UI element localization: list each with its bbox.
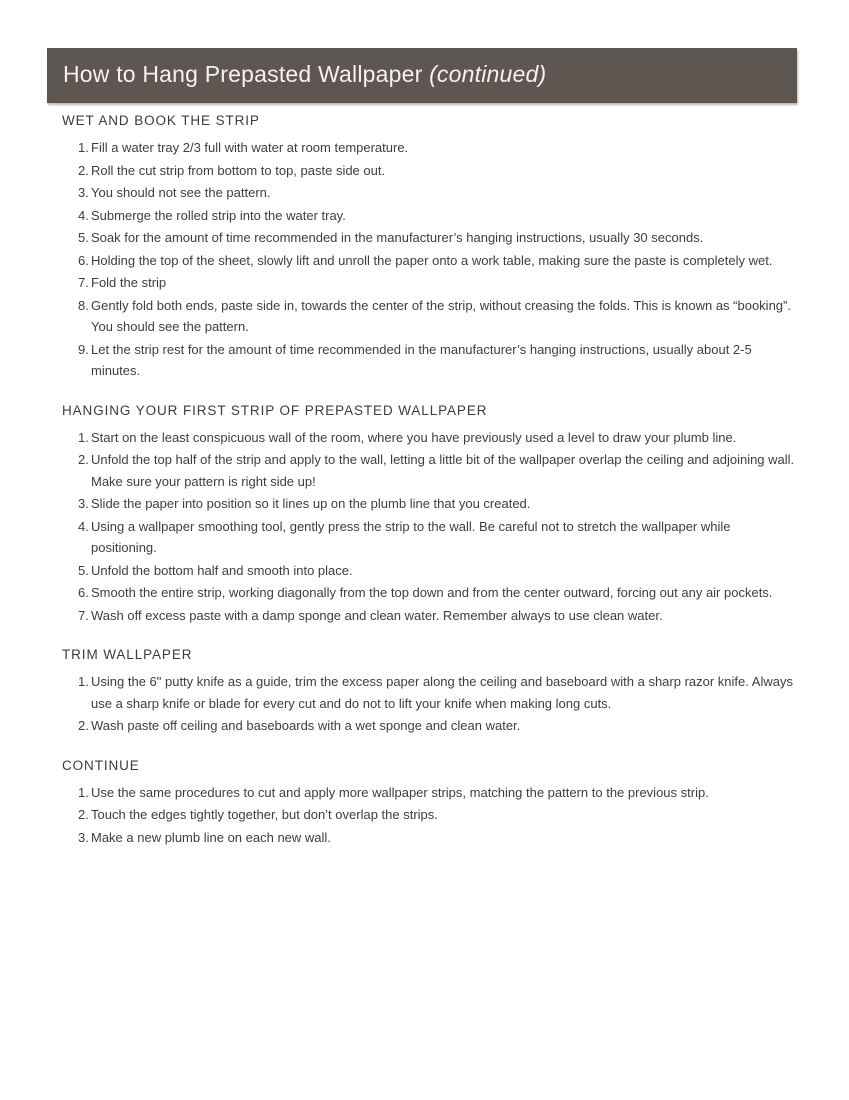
step-item — [78, 804, 797, 826]
step-item — [78, 227, 797, 249]
step-item — [78, 827, 797, 849]
step-number: 2. — [78, 162, 89, 178]
step-number: 3. — [78, 185, 89, 200]
step-text: Wash off excess paste with a damp sponge and clean water. Remember always to use clean water. — [91, 607, 663, 623]
step-number: 7. — [78, 607, 89, 623]
step-number: 2. — [78, 452, 89, 467]
step-number: 7. — [78, 275, 89, 290]
step-list — [62, 137, 797, 382]
step-item — [78, 449, 797, 492]
step-number: 4. — [78, 207, 89, 223]
step-number: 5. — [78, 562, 89, 578]
section-heading: WET AND BOOK THE STRIP — [62, 113, 260, 128]
instructions-content — [62, 113, 797, 869]
step-number: 9. — [78, 341, 89, 357]
step-item — [78, 272, 797, 294]
step-list — [62, 427, 797, 627]
step-number: 1. — [78, 140, 89, 155]
step-item — [78, 582, 797, 604]
step-text: Unfold the bottom half and smooth into place. — [91, 562, 353, 578]
step-number: 8. — [78, 297, 89, 313]
step-text: Using the 6" putty knife as a guide, trim the excess paper along the ceiling and baseboard with a sharp razor knife. Always use a sharp knife or blade for every cut and do not to lift your knife when making long cuts. — [91, 674, 793, 711]
step-item — [78, 516, 797, 559]
step-text: Roll the cut strip from bottom to top, paste side out. — [91, 162, 386, 178]
page-title-main: How to Hang Prepasted Wallpaper — [63, 61, 430, 87]
step-item — [78, 205, 797, 227]
step-list — [62, 782, 797, 849]
step-item — [78, 250, 797, 272]
step-item — [78, 560, 797, 582]
page-title-continued: (continued) — [429, 61, 547, 87]
step-text: Submerge the rolled strip into the water tray. — [91, 207, 346, 223]
step-number: 4. — [78, 518, 89, 534]
step-number: 2. — [78, 807, 89, 822]
step-item — [78, 782, 797, 804]
step-number: 3. — [78, 829, 89, 845]
step-item — [78, 671, 797, 714]
page-header-bar — [47, 48, 797, 103]
step-item — [78, 493, 797, 515]
step-text: Let the strip rest for the amount of time recommended in the manufacturer’s hanging instructions, usually about 2-5 minutes. — [91, 341, 752, 378]
step-text: Smooth the entire strip, working diagonally from the top down and from the center outward, forcing out any air pockets. — [91, 585, 773, 600]
section-heading: TRIM WALLPAPER — [62, 647, 193, 662]
instruction-section — [62, 647, 797, 737]
step-text: Unfold the top half of the strip and apply to the wall, letting a little bit of the wallpaper overlap the ceiling and adjoining wall. Make sure your pattern is right side up! — [91, 452, 795, 489]
step-text: Soak for the amount of time recommended in the manufacturer’s hanging instructions, usually 30 seconds. — [91, 230, 704, 245]
step-item — [78, 715, 797, 737]
step-text: Start on the least conspicuous wall of the room, where you have previously used a level to draw your plumb line. — [91, 429, 737, 445]
instruction-section — [62, 758, 797, 849]
step-number: 6. — [78, 585, 89, 600]
step-number: 1. — [78, 784, 89, 800]
instruction-section — [62, 403, 797, 627]
step-text: Fold the strip — [91, 275, 167, 290]
step-text: Wash paste off ceiling and baseboards with a wet sponge and clean water. — [91, 718, 521, 733]
step-text: Touch the edges tightly together, but don’t overlap the strips. — [91, 807, 438, 822]
step-text: Slide the paper into position so it lines up on the plumb line that you created. — [91, 496, 531, 511]
step-item — [78, 339, 797, 382]
section-heading: CONTINUE — [62, 757, 140, 773]
step-text: You should not see the pattern. — [91, 185, 271, 200]
step-number: 6. — [78, 252, 89, 268]
step-item — [78, 137, 797, 159]
step-number: 1. — [78, 674, 89, 689]
step-text: Fill a water tray 2/3 full with water at room temperature. — [91, 140, 409, 155]
step-item — [78, 605, 797, 627]
section-heading: HANGING YOUR FIRST STRIP OF PREPASTED WALLPAPER — [62, 402, 488, 418]
step-list — [62, 671, 797, 737]
step-item — [78, 182, 797, 204]
step-item — [78, 160, 797, 182]
step-number: 1. — [78, 429, 89, 445]
step-text: Make a new plumb line on each new wall. — [91, 829, 331, 845]
step-item — [78, 295, 797, 338]
step-number: 3. — [78, 496, 89, 511]
step-text: Holding the top of the sheet, slowly lift and unroll the paper onto a work table, making sure the paste is completely wet. — [91, 252, 773, 268]
step-number: 2. — [78, 718, 89, 733]
step-text: Use the same procedures to cut and apply more wallpaper strips, matching the pattern to the previous strip. — [91, 784, 709, 800]
page-title — [47, 61, 546, 90]
step-text: Using a wallpaper smoothing tool, gently press the strip to the wall. Be careful not to stretch the wallpaper while positioning. — [91, 518, 731, 555]
step-text: Gently fold both ends, paste side in, towards the center of the strip, without creasing the folds. This is known as “booking”. You should see the pattern. — [91, 297, 791, 334]
step-number: 5. — [78, 230, 89, 245]
instruction-section — [62, 113, 797, 382]
step-item — [78, 427, 797, 449]
